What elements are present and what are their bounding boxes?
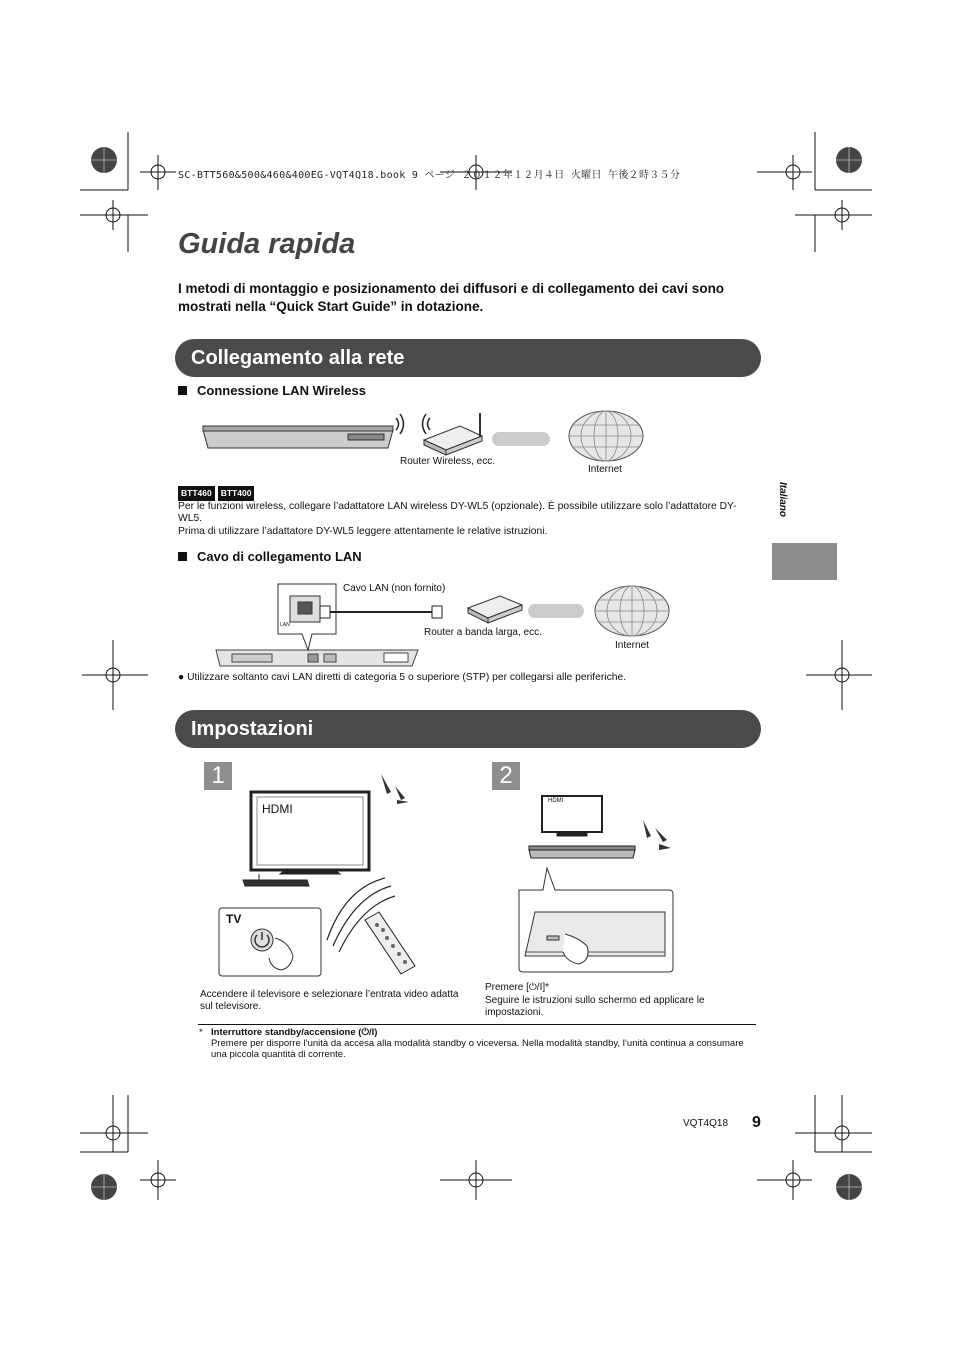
step2-caption: Premere [⏻/I]* Seguire le istruzioni sullo schermo ed applicare le impostazioni. <box>485 982 705 1018</box>
globe-icon-2 <box>595 586 669 636</box>
intro-text: I metodi di montaggio e posizionamento dei diffusori e di collegamento dei cavi sono mostrati nella “Quick Start Guide” in dotazione. <box>178 281 725 314</box>
footnote-divider <box>198 1024 756 1025</box>
footnote-marker: * <box>199 1027 203 1038</box>
cable-pill-2 <box>528 604 584 618</box>
print-header: SC-BTT560&500&460&400EG-VQT4Q18.book 9 ページ ２０１２年１２月４日 火曜日 午後２時３５分 <box>178 170 681 181</box>
heading-wired: Cavo di collegamento LAN <box>178 549 362 564</box>
step2-illustration <box>515 792 680 974</box>
step1-caption: Accendere il televisore e selezionare l’entrata video adatta sul televisore. <box>200 989 459 1012</box>
signal-burst-icon-2 <box>643 820 671 850</box>
router-device <box>424 413 482 455</box>
page-title: Guida rapida <box>178 228 356 260</box>
globe-icon <box>569 411 643 461</box>
step2-screen-label: HDMI <box>548 798 564 804</box>
step-number-1: 1 <box>204 762 232 790</box>
step1-screen-label: HDMI <box>262 802 293 816</box>
cable-pill <box>492 432 550 446</box>
signal-burst-icon <box>381 774 409 804</box>
router-wireless-label: Router Wireless, ecc. <box>400 456 496 467</box>
lan-port-label: LAN <box>280 622 290 628</box>
player-front-icon <box>529 846 635 858</box>
internet-label-1: Internet <box>588 464 622 475</box>
player-power-callout <box>519 868 673 972</box>
wireless-text-1: Per le funzioni wireless, collegare l’adattatore LAN wireless DY-WL5 (opzionale). È possibile utilizzare solo l’adattatore DY-WL5. <box>178 500 737 524</box>
lan-bullet: ● Utilizzare soltanto cavi LAN diretti di categoria 5 o superiore (STP) per collegarsi alle periferiche. <box>178 672 627 683</box>
heading-wireless: Connessione LAN Wireless <box>178 383 366 398</box>
language-tab <box>772 543 837 580</box>
footnote-heading: Interruttore standby/accensione (⏻/I) <box>211 1027 378 1038</box>
document-code: VQT4Q18 <box>683 1118 729 1129</box>
footnote <box>211 1027 761 1060</box>
step1-tv-label: TV <box>226 912 242 926</box>
footnote-text: Premere per disporre l’unità da accesa alla modalità standby o viceversa. Nella modalità standby, l’unità continua a consumare una piccola quantità di corrente. <box>211 1038 744 1060</box>
internet-label-2: Internet <box>615 640 649 651</box>
step-number-2: 2 <box>492 762 520 790</box>
model-badge-btt460: BTT460 <box>178 486 215 501</box>
wireless-text-2: Prima di utilizzare l’adattatore DY-WL5 leggere attentamente le relative istruzioni. <box>178 525 548 537</box>
model-badge-btt400: BTT400 <box>218 486 255 501</box>
wifi-waves-icon <box>396 414 430 434</box>
page-number: 9 <box>752 1114 761 1131</box>
player-device <box>203 426 393 448</box>
language-label: Italiano <box>777 482 788 518</box>
section-banner-settings: Impostazioni <box>175 710 761 748</box>
broadband-router <box>468 596 522 623</box>
remote-control-icon <box>365 912 415 974</box>
cable-label: Cavo LAN (non fornito) <box>343 583 446 594</box>
step1-illustration <box>215 770 445 980</box>
router-broadband-label: Router a banda larga, ecc. <box>424 627 542 638</box>
rear-panel <box>216 650 418 666</box>
section-banner-network: Collegamento alla rete <box>175 339 761 377</box>
wireless-notes <box>178 486 758 538</box>
